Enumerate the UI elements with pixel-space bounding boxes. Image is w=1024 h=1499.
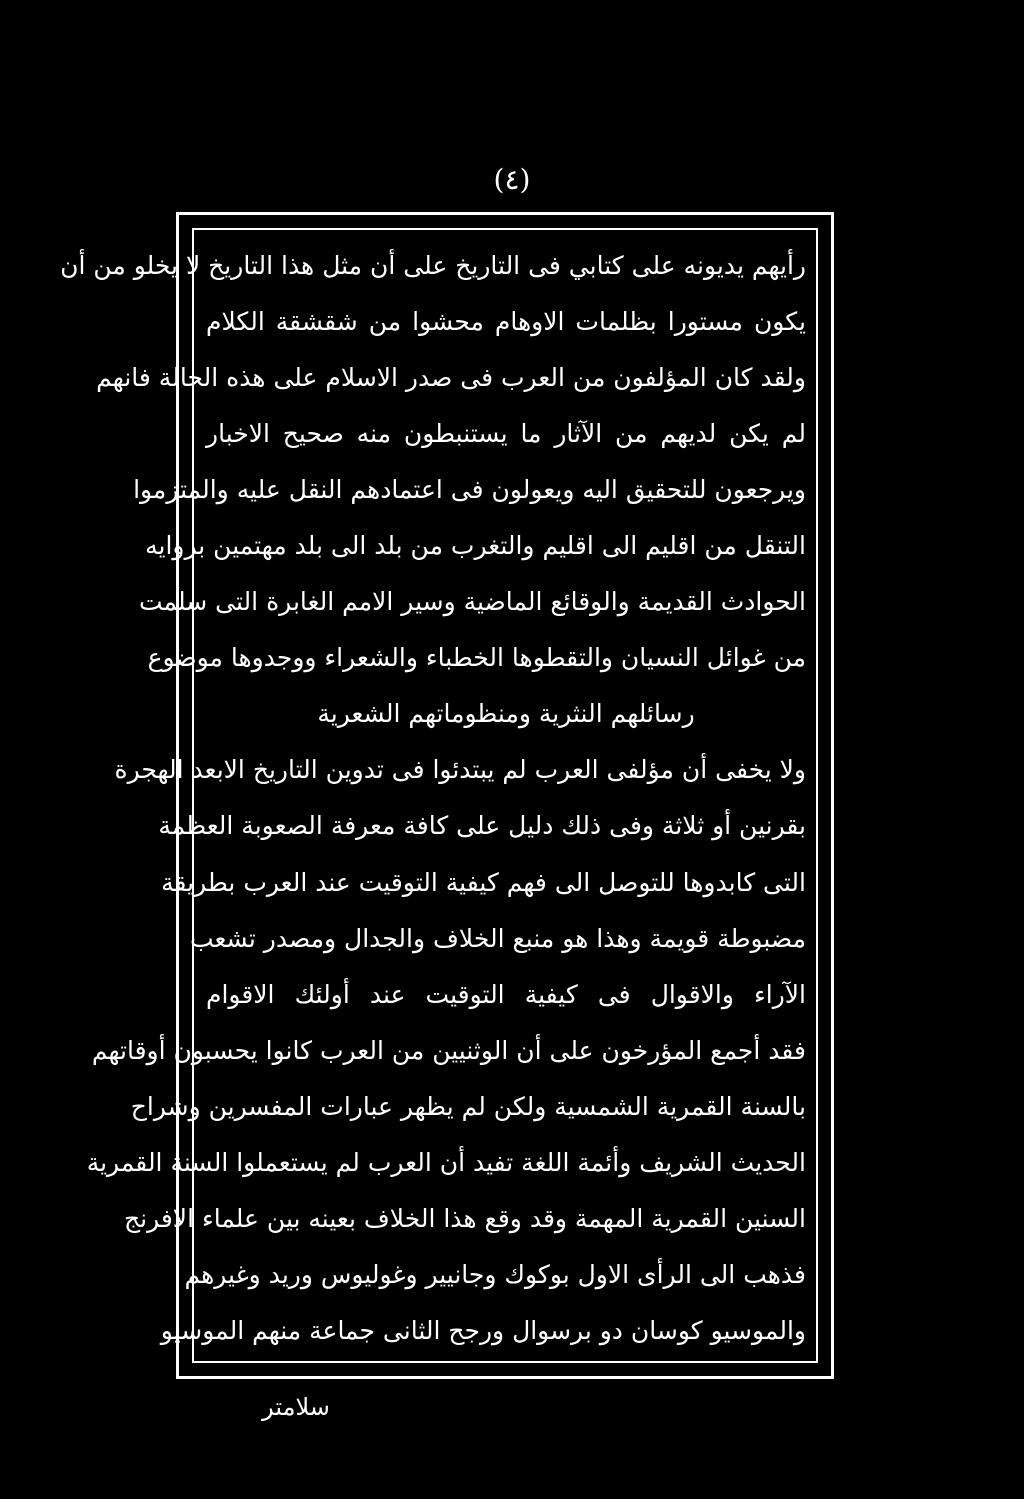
text-line: الآراء والاقوال فى كيفية التوقيت عند أولئك الاقوام bbox=[206, 979, 806, 1009]
text-line: والموسيو كوسان دو برسوال ورجح الثانى جماعة منهم الموسيو bbox=[160, 1315, 806, 1345]
text-line: يكون مستورا بظلمات الاوهام محشوا من شقشقة الكلام bbox=[206, 307, 806, 337]
text-line: لم يكن لديهم من الآثار ما يستنبطون منه صحيح الاخبار bbox=[206, 419, 806, 449]
text-line: فقد أجمع المؤرخون على أن الوثنيين من العرب كانوا يحسبون أوقاتهم bbox=[91, 1035, 806, 1065]
text-line: رسائلهم النثرية ومنظوماتهم الشعرية bbox=[317, 699, 695, 729]
body-text bbox=[60, 238, 806, 1359]
text-line: بقرنين أو ثلاثة وفى ذلك دليل على كافة معرفة الصعوبة العظمة bbox=[158, 811, 806, 841]
text-line: ويرجعون للتحقيق اليه ويعولون فى اعتمادهم النقل عليه والمتزموا bbox=[133, 475, 806, 505]
page-number: (٤) bbox=[493, 163, 531, 196]
text-line: بالسنة القمرية الشمسية ولكن لم يظهر عبارات المفسرين وشراح bbox=[130, 1091, 806, 1121]
text-line: ولقد كان المؤلفون من العرب فى صدر الاسلام على هذه الحالة فانهم bbox=[96, 363, 806, 393]
text-line: السنين القمرية المهمة وقد وقع هذا الخلاف بعينه بين علماء الافرنج bbox=[123, 1203, 806, 1233]
text-line: مضبوطة قويمة وهذا هو منبع الخلاف والجدال ومصدر تشعب bbox=[189, 923, 806, 953]
text-line: ولا يخفى أن مؤلفى العرب لم يبتدئوا فى تدوين التاريخ الابعد الهجرة bbox=[114, 755, 806, 785]
text-line: فذهب الى الرأى الاول بوكوك وجانيير وغوليوس وريد وغيرهم bbox=[184, 1259, 806, 1289]
text-line: التنقل من اقليم الى اقليم والتغرب من بلد الى بلد مهتمين بروايه bbox=[145, 531, 806, 561]
text-line: رأيهم يديونه على كتابي فى التاريخ على أن مثل هذا التاريخ لا يخلو من أن bbox=[60, 251, 806, 280]
text-line: الحوادث القديمة والوقائع الماضية وسير الامم الغابرة التى سلمت bbox=[139, 587, 806, 617]
text-line: من غوائل النسيان والتقطوها الخطباء والشعراء ووجدوها موضوع bbox=[147, 643, 806, 673]
catchword: سلامتر bbox=[262, 1393, 330, 1421]
text-line: الحديث الشريف وأئمة اللغة تفيد أن العرب لم يستعملوا السنة القمرية bbox=[86, 1147, 806, 1177]
text-line: التى كابدوها للتوصل الى فهم كيفية التوقيت عند العرب بطريقة bbox=[161, 867, 806, 897]
